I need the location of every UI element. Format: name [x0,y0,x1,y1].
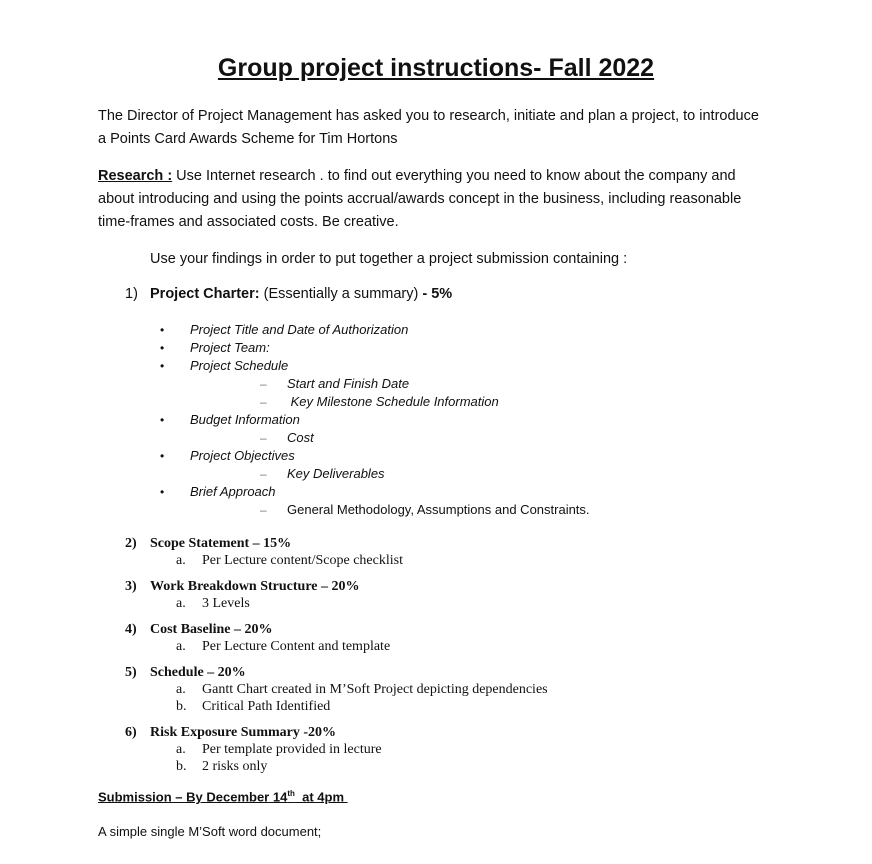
bullet-icon: • [160,323,165,337]
bullet-icon: • [160,449,165,463]
section-item: a. Per Lecture content/Scope checklist [176,553,403,568]
research-paragraph [98,165,741,234]
research-line: about introducing and using the points accrual/awards concept in the business, including reasonable [98,191,742,207]
section-heading: 3) Work Breakdown Structure – 20% [125,579,360,594]
section-item: a. Per template provided in lecture [176,742,382,757]
charter-sub-item [160,501,590,519]
bullet-text: Project Schedule [190,358,289,373]
dash-icon: – [260,377,267,391]
section-item: a. 3 Levels [176,596,250,611]
charter-heading [125,283,452,306]
research-line: time-frames and associated costs. Be creative. [98,214,399,230]
bullet-icon: • [160,341,165,355]
charter-bullet [160,483,590,501]
charter-sub-item [160,465,590,483]
charter-sub-item [160,375,590,393]
section-heading: 6) Risk Exposure Summary -20% [125,725,337,740]
dash-icon: – [260,431,267,445]
sub-item-text: Key Deliverables [287,466,385,481]
item-number: 1) [125,286,138,302]
bullet-text: Project Objectives [190,448,295,463]
intro-line: a Points Card Awards Scheme for Tim Hortons [98,131,398,147]
bullet-text: Brief Approach [190,484,276,499]
section-block [125,535,548,569]
section-block [125,578,548,612]
sub-item-text: Cost [287,430,314,445]
dash-icon: – [260,467,267,481]
charter-bullet [160,321,590,339]
bullet-text: Budget Information [190,412,300,427]
dash-icon: – [260,395,267,409]
bullet-text: Project Title and Date of Authorization [190,322,409,337]
sub-item-text: Key Milestone Schedule Information [287,394,499,409]
charter-bullet-list [160,321,590,519]
section-block [125,664,548,715]
dash-icon: – [260,503,267,517]
section-block [125,621,548,655]
section-block [125,724,548,775]
bullet-icon: • [160,413,165,427]
page-title: Group project instructions- Fall 2022 [217,54,655,82]
sections-list [125,535,548,784]
findings-text: Use your findings in order to put together a project submission containing : [150,251,628,267]
submission-heading: Submission – By December 14th at 4pm [98,789,348,805]
section-heading: 5) Schedule – 20% [125,665,246,680]
bullet-icon: • [160,359,165,373]
intro-line: The Director of Project Management has asked you to research, initiate and plan a project, to introduce [98,108,759,124]
research-line: Use Internet research . to find out everything you need to know about the company and [172,168,736,184]
section-heading: 4) Cost Baseline – 20% [125,622,273,637]
section-item: a. Per Lecture Content and template [176,639,391,654]
charter-bullet [160,339,590,357]
section-item: b. Critical Path Identified [176,699,331,714]
bullet-icon: • [160,485,165,499]
charter-sub-item [160,393,590,411]
charter-bullet [160,447,590,465]
charter-sub-item [160,429,590,447]
sub-item-text: General Methodology, Assumptions and Constraints. [287,502,590,517]
charter-desc: (Essentially a summary) [259,286,423,302]
sub-item-text: Start and Finish Date [287,376,410,391]
section-item: b. 2 risks only [176,759,268,774]
intro-paragraph [98,105,759,151]
charter-bullet [160,411,590,429]
section-heading: 2) Scope Statement – 15% [125,536,292,551]
charter-label: Project Charter: [150,286,260,302]
charter-percent: - 5% [422,286,453,302]
bullet-text: Project Team: [190,340,270,355]
research-label: Research : [98,168,173,184]
section-item: a. Gantt Chart created in M’Soft Project depicting dependencies [176,682,548,697]
document-line: A simple single M’Soft word document; [98,824,322,839]
charter-bullet [160,357,590,375]
